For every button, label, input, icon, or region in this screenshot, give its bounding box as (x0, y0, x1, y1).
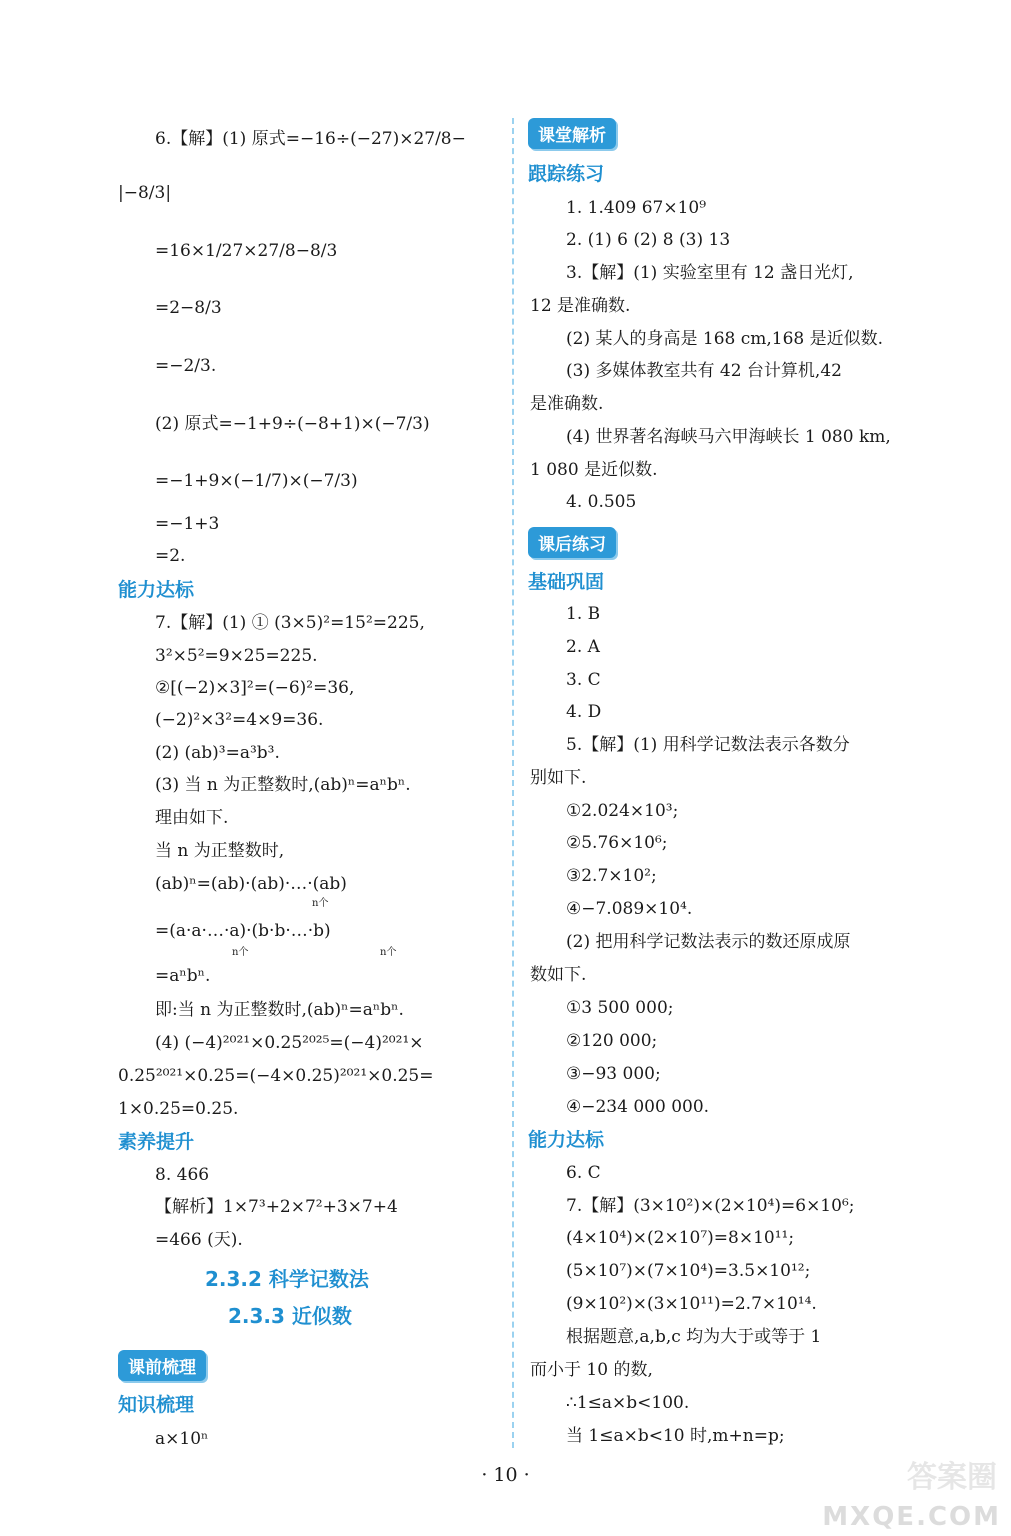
text-line: 2. (1) 6 (2) 8 (3) 13 (566, 230, 731, 250)
text-line: 7.【解】(3×10²)×(2×10⁴)=6×10⁶; (566, 1196, 855, 1216)
text-line: =2. (155, 546, 186, 566)
text-line: a×10ⁿ (155, 1429, 209, 1449)
heading-basic: 基础巩固 (528, 571, 605, 593)
heading-quality: 素养提升 (118, 1131, 195, 1153)
brace-label: n个 (232, 947, 249, 958)
text-line: ②120 000; (566, 1031, 658, 1051)
text-line: |−8/3| (118, 183, 172, 203)
text-line: =(a·a·…·a)·(b·b·…·b) (155, 921, 331, 941)
text-line: ①2.024×10³; (566, 801, 679, 821)
text-line: (2) 原式=−1+9÷(−8+1)×(−7/3) (155, 414, 430, 434)
text-line: =466 (天). (155, 1230, 243, 1250)
text-line: ③−93 000; (566, 1064, 661, 1084)
text-line: 根据题意,a,b,c 均为大于或等于 1 (566, 1327, 822, 1347)
text-line: =aⁿbⁿ. (155, 966, 211, 986)
text-line: =−2/3. (155, 356, 217, 376)
text-line: =2−8/3 (155, 298, 222, 318)
text-line: 6.【解】(1) 原式=−16÷(−27)×27/8− (155, 129, 466, 149)
text-line: ①3 500 000; (566, 998, 674, 1018)
text-line: 当 n 为正整数时, (155, 841, 285, 861)
badge-after-class: 课后练习 (528, 527, 616, 558)
text-line: 【解析】1×7³+2×7²+3×7+4 (155, 1197, 398, 1217)
text-line: (2) 某人的身高是 168 cm,168 是近似数. (566, 329, 884, 349)
text-line: (4×10⁴)×(2×10⁷)=8×10¹¹; (566, 1228, 795, 1248)
text-line: (5×10⁷)×(7×10⁴)=3.5×10¹²; (566, 1261, 811, 1281)
text-line: 别如下. (530, 768, 587, 788)
brace-label: n个 (312, 898, 329, 909)
text-line: ③2.7×10²; (566, 866, 657, 886)
text-line: (3) 多媒体教室共有 42 台计算机,42 (566, 361, 842, 381)
text-line: (4) (−4)²⁰²¹×0.25²⁰²⁵=(−4)²⁰²¹× (155, 1033, 424, 1053)
text-line: 4. 0.505 (566, 492, 637, 512)
heading-knowledge: 知识梳理 (118, 1394, 195, 1416)
text-line: 12 是准确数. (530, 296, 631, 316)
column-divider (512, 118, 514, 1448)
text-line: 当 1≤a×b<10 时,m+n=p; (566, 1426, 785, 1446)
text-line: 理由如下. (155, 808, 229, 828)
text-line: =16×1/27×27/8−8/3 (155, 241, 338, 261)
heading-ability-right: 能力达标 (528, 1129, 605, 1151)
text-line: ④−7.089×10⁴. (566, 899, 693, 919)
brace-label: n个 (380, 947, 397, 958)
section-title: 2.3.2 科学记数法 (205, 1267, 369, 1291)
text-line: 3. C (566, 670, 601, 690)
text-line: (2) (ab)³=a³b³. (155, 743, 280, 763)
text-line: 2. A (566, 637, 600, 657)
text-line: =−1+3 (155, 514, 220, 534)
text-line: 1×0.25=0.25. (118, 1099, 239, 1119)
text-line: ②5.76×10⁶; (566, 833, 668, 853)
text-line: 数如下. (530, 965, 587, 985)
text-line: 8. 466 (155, 1165, 210, 1185)
watermark-en: MXQE.COM (822, 1502, 1001, 1532)
text-line: 3²×5²=9×25=225. (155, 646, 318, 666)
text-line: ②[(−2)×3]²=(−6)²=36, (155, 678, 355, 698)
text-line: ∴1≤a×b<100. (566, 1393, 690, 1413)
text-line: 是准确数. (530, 394, 604, 414)
text-line: (4) 世界著名海峡马六甲海峡长 1 080 km, (566, 427, 891, 447)
text-line: (9×10²)×(3×10¹¹)=2.7×10¹⁴. (566, 1294, 817, 1314)
text-line: =−1+9×(−1/7)×(−7/3) (155, 471, 358, 491)
text-line: 0.25²⁰²¹×0.25=(−4×0.25)²⁰²¹×0.25= (118, 1066, 434, 1086)
text-line: (2) 把用科学记数法表示的数还原成原 (566, 932, 851, 952)
text-line: 5.【解】(1) 用科学记数法表示各数分 (566, 735, 850, 755)
text-line: (−2)²×3²=4×9=36. (155, 710, 324, 730)
watermark-cn: 答案圈 (907, 1460, 997, 1495)
text-line: 1 080 是近似数. (530, 460, 658, 480)
text-line: 6. C (566, 1163, 601, 1183)
text-line: ④−234 000 000. (566, 1097, 710, 1117)
badge-class-analysis: 课堂解析 (528, 118, 616, 149)
section-title: 2.3.3 近似数 (228, 1304, 352, 1328)
text-line: 1. B (566, 604, 601, 624)
text-line: 1. 1.409 67×10⁹ (566, 198, 707, 218)
heading-track: 跟踪练习 (528, 163, 605, 185)
text-line: 7.【解】(1) ① (3×5)²=15²=225, (155, 613, 425, 633)
text-line: 4. D (566, 702, 602, 722)
text-line: (ab)ⁿ=(ab)·(ab)·…·(ab) (155, 874, 347, 894)
text-line: 即:当 n 为正整数时,(ab)ⁿ=aⁿbⁿ. (155, 1000, 404, 1020)
text-line: 3.【解】(1) 实验室里有 12 盏日光灯, (566, 263, 854, 283)
page-number: · 10 · (481, 1464, 530, 1486)
text-line: (3) 当 n 为正整数时,(ab)ⁿ=aⁿbⁿ. (155, 775, 411, 795)
heading-ability: 能力达标 (118, 579, 195, 601)
badge-pre-class: 课前梳理 (118, 1350, 206, 1381)
text-line: 而小于 10 的数, (530, 1360, 653, 1380)
